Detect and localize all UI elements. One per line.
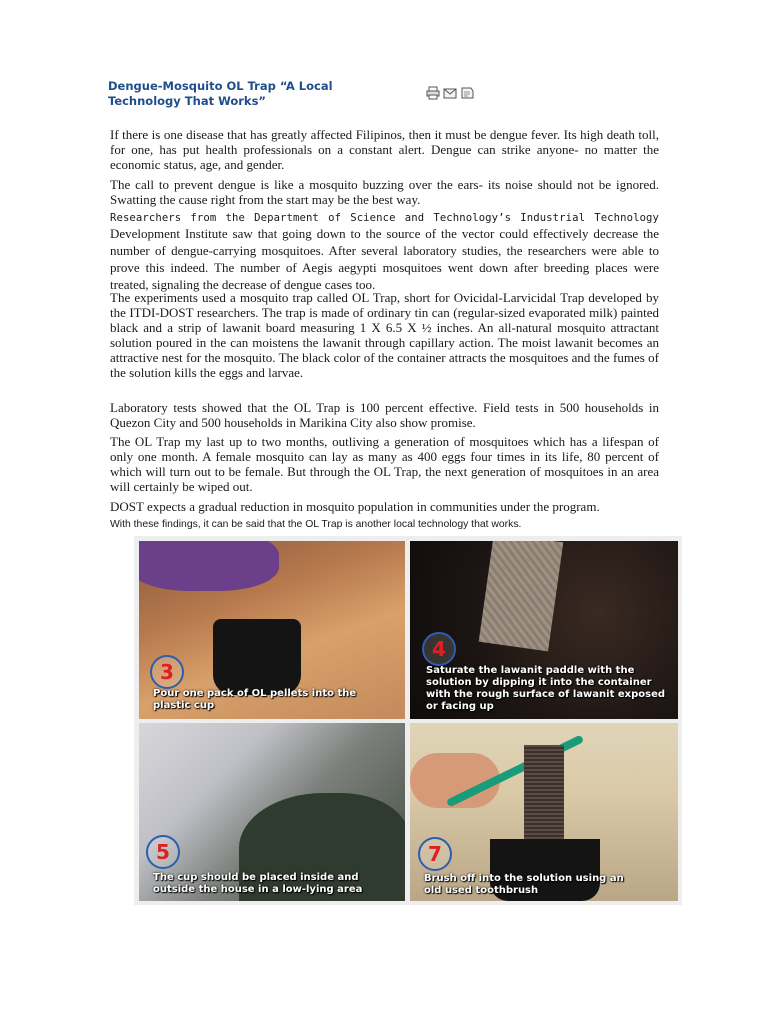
paragraph: The call to prevent dengue is like a mosquito buzzing over the ears- its noise should not be ignored. Swatting the cause right from the start may be the best way. [110,177,659,207]
bookmark-icon[interactable] [460,86,474,100]
step-number-badge: 3 [150,655,184,689]
paragraph: DOST expects a gradual reduction in mosquito population in communities under the program. [110,499,600,514]
paragraph-first-line: Researchers from the Department of Science and Technology’s Industrial Technology [110,212,659,224]
step-3-photo [139,541,405,719]
sleeve-shape [139,541,279,591]
email-icon[interactable] [443,86,457,100]
step-number-badge: 7 [418,837,452,871]
step-number-badge: 4 [422,632,456,666]
step-7-photo [410,723,678,901]
step-caption: Pour one pack of OL pellets into the plastic cup [153,688,357,711]
article-toolbar [426,86,474,100]
plastic-cup [213,619,301,695]
steps-photo-grid [134,536,682,905]
paragraph: Laboratory tests showed that the OL Trap is 100 percent effective. Field tests in 500 households in Quezon City and 500 households in Marikina City also show promise. [110,400,659,430]
article-title: Dengue-Mosquito OL Trap “A Local Technology That Works” [108,79,333,108]
step-caption: Brush off into the solution using an old used toothbrush [424,873,624,896]
print-icon[interactable] [426,86,440,100]
step-number-badge: 5 [146,835,180,869]
closing-note: With these findings, it can be said that the OL Trap is another local technology that works. [110,519,522,530]
paragraph: The OL Trap my last up to two months, outliving a generation of mosquitoes which has a lifespan of only one month. A female mosquito can lay as many as 400 eggs four times in its life, 80 percent of which will turn out to be female. But through the OL Trap, the next generation of mosquitoes in an area will certainly be wiped out. [110,434,659,494]
paragraph [110,211,659,294]
step-4-photo [410,541,678,719]
step-5-photo [139,723,405,901]
paragraph-rest: Development Institute saw that going down to the source of the vector could effectively decrease the number of dengue-carrying mosquitoes. After several laboratory studies, the researchers were able to prove this indeed. The number of Aegis aegypti mosquitoes went down after breeding places were treated, signaling the decrease of dengue cases too. [110,226,659,292]
paragraph: If there is one disease that has greatly affected Filipinos, then it must be dengue fever. Its high death toll, for one, has put health professionals on a constant alert. Dengue can strike anyone- no matter the economic status, age, and gender. [110,127,659,172]
lawanit-paddle [479,541,564,651]
paragraph: The experiments used a mosquito trap called OL Trap, short for Ovicidal-Larvicidal Trap developed by the ITDI-DOST researchers. The trap is made of ordinary tin can (regular-sized evaporated milk) painted black and a strip of lawanit board measuring 1 X 6.5 X ½ inches. An all-natural mosquito attractant solution poured in the can moistens the lawanit through capillary action. The moist lawanit becomes an attractive nest for the mosquito. The black color of the container attracts the mosquitoes and the fumes of the solution kills the eggs and larvae. [110,290,659,380]
step-caption: Saturate the lawanit paddle with the solution by dipping it into the container with the rough surface of lawanit exposed or facing up [426,665,666,712]
step-caption: The cup should be placed inside and outside the house in a low-lying area [153,872,363,895]
